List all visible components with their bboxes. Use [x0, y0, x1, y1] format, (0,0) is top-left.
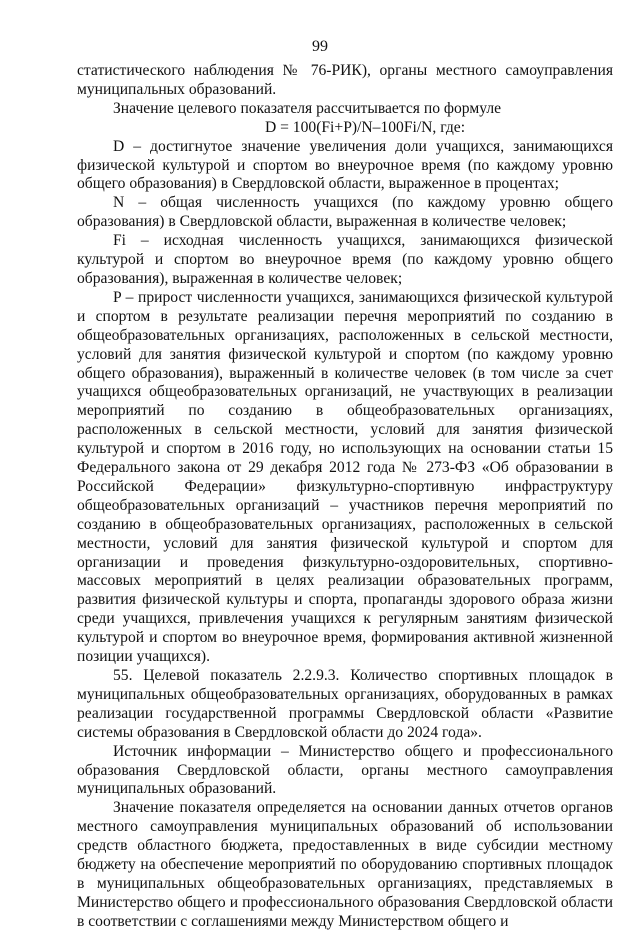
paragraph-indicator-55: 55. Целевой показатель 2.2.9.3. Количество спортивных площадок в муниципальных общеобразовательных организациях, оборудованных в рамках реализации государственной программы Свердловской области «Развитие системы образования в Свердловской области до 2024 года».: [77, 667, 613, 741]
formula: D = 100(Fi+P)/N–100Fi/N, где:: [264, 118, 466, 136]
document-body: [77, 62, 613, 932]
paragraph-fi-definition: Fi – исходная численность учащихся, занимающихся физической культурой и спортом во внеурочное время (по каждому уровню общего образования), выраженная в количестве человек;: [77, 232, 613, 287]
paragraph-n-definition: N – общая численность учащихся (по каждому уровню общего образования) в Свердловской области, выраженная в количестве человек;: [77, 194, 613, 231]
paragraph-continuation: статистического наблюдения № 76-РИК), органы местного самоуправления муниципальных образований.: [77, 62, 613, 98]
page-number: 99: [312, 38, 328, 55]
paragraph-d-definition: D – достигнутое значение увеличения доли учащихся, занимающихся физической культурой и спортом во внеурочное время (по каждому уровню общего образования) в Свердловской области, выраженное в процентах;: [77, 137, 613, 193]
paragraph-value-determination: Значение показателя определяется на основании данных отчетов органов местного самоуправления муниципальных образований об использовании средств областного бюджета, предоставленных в виде субсидии местному бюджету на обеспечение мероприятий по оборудованию спортивных площадок в муниципальных общеобразовательных организациях, представляемых в Министерство общего и профессионального образования Свердловской области в соответствии с соглашениями между Министерством общего и: [77, 799, 613, 930]
paragraph-formula-intro: Значение целевого показателя рассчитывается по формуле: [113, 99, 502, 117]
paragraph-p-definition: P – прирост численности учащихся, занимающихся физической культурой и спортом в результате реализации перечня мероприятий по созданию в общеобразовательных организациях, расположенных в сельской местности, условий для занятия физической культурой и спортом (по каждому уровню общего образования), выраженный в количестве человек (в том числе за счет учащихся общеобразовательных организаций, не участвующих в реализации мероприятий по созданию в общеобразовательных организациях, расположенных в сельской местности, условий для занятия физической культурой и спортом в 2016 году, но использующих на основании статьи 15 Федерального закона от 29 декабря 2012 года № 273-ФЗ «Об образовании в Российской Федерации» физкультурно-спортивную инфраструктуру общеобразовательных организаций – участников перечня мероприятий по созданию в общеобразовательных организациях, расположенных в сельской местности, условий для занятия физической культурой и спортом для организации и проведения физкультурно-оздоровительных, спортивно-массовых мероприятий в целях реализации образовательных программ, развития физической культуры и спорта, пропаганды здорового образа жизни среди учащихся, привлечения учащихся к регулярным занятиям физической культурой и спортом во внеурочное время, формирования активной жизненной позиции учащихся).: [77, 288, 613, 666]
paragraph-information-source: Источник информации – Министерство общего и профессионального образования Свердловской области, органы местного самоуправления муниципальных образований.: [77, 742, 613, 798]
